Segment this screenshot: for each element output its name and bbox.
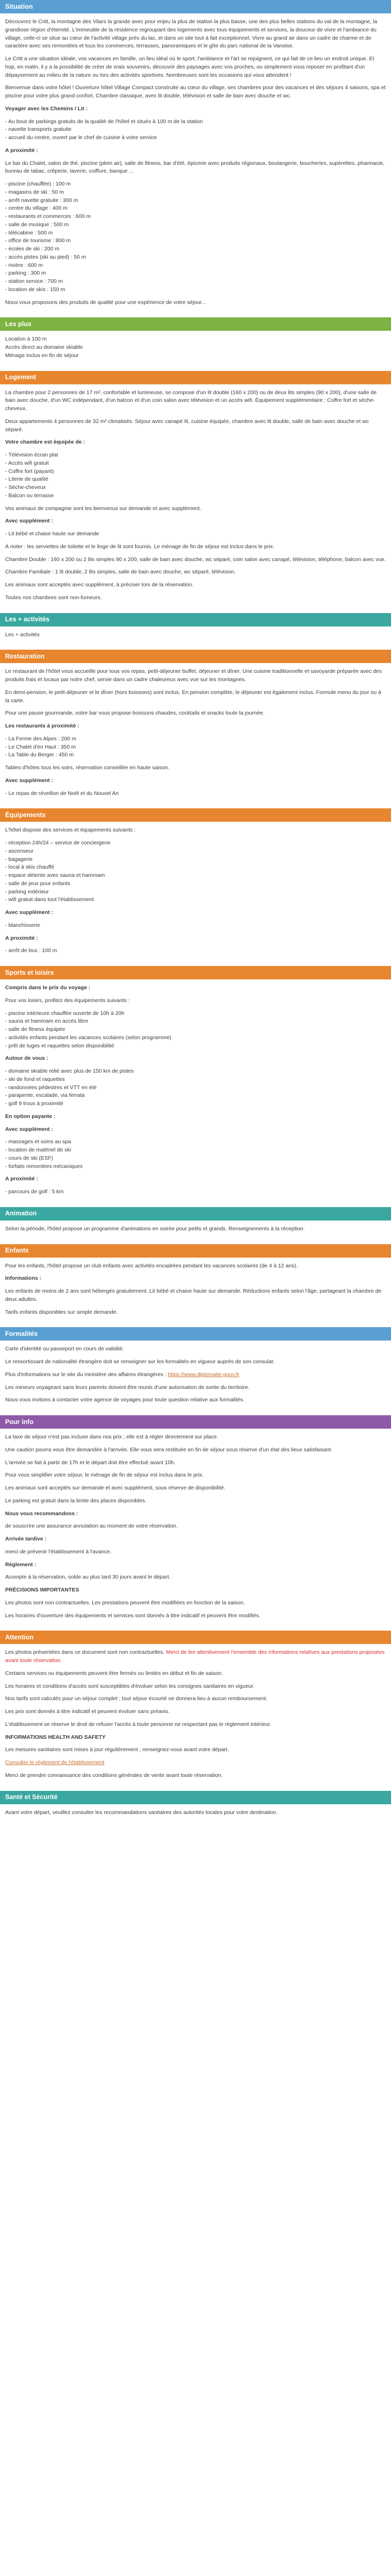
paragraph: Carte d'identité ou passeport en cours de validité.	[5, 1346, 124, 1352]
paragraph: Les animaux sont acceptés sur demande et avec supplément, sous réserve de disponibilité.	[5, 1485, 225, 1491]
list	[5, 735, 386, 759]
paragraph: L'établissement se réserve le droit de refuser l'accès à toute personne ne respectant pas le règlement intérieur.	[5, 1721, 271, 1727]
paragraph: À noter : les serviettes de toilette et le linge de lit sont fournis. Le ménage de fin de séjour est inclus dans le prix.	[5, 543, 274, 550]
section-restauration	[0, 650, 391, 808]
section-title: Les plus	[5, 320, 31, 328]
list-item: - télécabine : 500 m	[5, 229, 53, 236]
list-item: - domaine skiable relié avec plus de 150 km de pistes	[5, 1068, 134, 1074]
list-item: - espace détente avec sauna et hammam	[5, 872, 105, 878]
section-title: Animation	[5, 1210, 37, 1217]
paragraph-text: Plus d'informations sur le site du ministère des affaires étrangères :	[5, 1371, 167, 1378]
list-item: - location de skis : 150 m	[5, 286, 66, 293]
paragraph: Les animaux sont acceptés avec supplément, à préciser lors de la réservation.	[5, 582, 193, 588]
section-title: Pour info	[5, 1418, 34, 1426]
paragraph: Tarifs enfants disponibles sur simple demande.	[5, 1309, 118, 1315]
list-item: - salle de musique : 500 m	[5, 221, 69, 228]
section-header-enfants	[0, 1244, 391, 1258]
list	[5, 118, 386, 142]
paragraph: Une caution pourra vous être demandée à l'arrivée. Elle vous sera restituée en fin de séjour sous réserve d'un état des lieux satisfaisant.	[5, 1446, 333, 1453]
section-animation	[0, 1207, 391, 1244]
section-title: Équipements	[5, 811, 46, 819]
label: A proximité :	[5, 147, 38, 154]
paragraph: Nos tarifs sont calculés pour un séjour complet ; tout séjour écourté ne donnera lieu à aucun remboursement.	[5, 1696, 268, 1702]
list	[5, 335, 386, 360]
label: Avec supplément :	[5, 518, 53, 524]
section-title: Situation	[5, 3, 33, 10]
label: Voyager avec les Chemins / Lit :	[5, 105, 88, 112]
label: Avec supplément :	[5, 909, 53, 916]
list-item: - cours de ski (ESF)	[5, 1155, 53, 1161]
section-sports	[0, 966, 391, 1207]
list-item: - massages et soins au spa	[5, 1139, 71, 1145]
list	[5, 839, 386, 904]
section-header-sports	[0, 966, 391, 979]
list-item: - magasins de ski : 50 m	[5, 189, 64, 195]
list-item: - piscine (chauffée) : 100 m	[5, 181, 71, 187]
list-item: - wifi gratuit dans tout l'établissement	[5, 896, 94, 903]
section-header-situation	[0, 0, 391, 13]
list-item: - Balcon ou terrasse	[5, 492, 54, 499]
paragraph: Toutes nos chambres sont non-fumeurs.	[5, 594, 102, 601]
paragraph: La taxe de séjour n'est pas incluse dans nos prix ; elle est à régler directement sur place.	[5, 1434, 218, 1440]
list-item: - accès pistes (ski au pied) : 50 m	[5, 253, 86, 260]
list-item: - local à skis chauffé	[5, 864, 54, 871]
label: Autour de vous :	[5, 1055, 48, 1062]
section-title: Santé et Sécurité	[5, 1793, 58, 1801]
diplomatie-link[interactable]: https://www.diplomatie.gouv.fr	[168, 1371, 239, 1378]
paragraph: - parcours de golf : 5 km	[5, 1189, 64, 1195]
section-equipements	[0, 808, 391, 966]
paragraph: Pour vous simplifier votre séjour, le ménage de fin de séjour est inclus dans le prix.	[5, 1472, 204, 1479]
section-les-plus	[0, 317, 391, 370]
label: Informations :	[5, 1275, 41, 1282]
paragraph	[5, 1759, 386, 1767]
section-header-les-plus	[0, 317, 391, 331]
section-header-restauration	[0, 650, 391, 663]
section-title: Formalités	[5, 1330, 38, 1337]
list-item: - navette transports gratuite	[5, 126, 72, 133]
section-sante	[0, 1791, 391, 1828]
label: Arrivée tardive :	[5, 1536, 46, 1542]
list-item: - salle de jeux pour enfants	[5, 880, 71, 887]
label: INFORMATIONS HEALTH AND SAFETY	[5, 1734, 106, 1740]
list-item: - piscine intérieure chauffée ouverte de 10h à 20h	[5, 1010, 124, 1016]
list-item: - golf 9 trous à proximité	[5, 1100, 63, 1107]
list-item: - accueil du centre, ouvert par le chef de cuisine à votre service	[5, 134, 157, 141]
list-item: - prêt de luges et raquettes selon disponibilité	[5, 1042, 115, 1049]
label: Avec supplément :	[5, 777, 53, 784]
list-item: - Coffre fort (payant)	[5, 468, 54, 474]
list-item: - sauna et hammam en accès libre	[5, 1018, 89, 1025]
paragraph: Le parking est gratuit dans la limite des places disponibles.	[5, 1497, 146, 1504]
section-body	[0, 1644, 391, 1790]
list-item: - parapente, escalade, via ferrata	[5, 1092, 85, 1099]
paragraph: Le Critt a une situation idéale, vos vacances en famille, un lieu idéal où le sport, l'ambiance et l'art se rejoignent, ce qui fait de ce lieu un endroit unique. Et hop, en matin, il y a la possibilité de créer de vrais souvenirs, découvrir des paysages avec vos proches, ou simplement vous reposer en profitant d'un dépaysement au milieu de la nature ou lors des activités sportives. Nombreuses sont les occasions qui vous attendent !	[5, 56, 374, 78]
section-body	[0, 1804, 391, 1828]
label: A proximité :	[5, 1176, 38, 1182]
paragraph: Avant votre départ, veuillez consulter les recommandations sanitaires des autorités locales pour votre destination.	[5, 1809, 278, 1816]
paragraph: Le ressortissant de nationalité étrangère doit se renseigner sur les formalités en vigueur auprès de son consulat.	[5, 1359, 275, 1365]
label: Règlement :	[5, 1561, 37, 1568]
section-title: Sports et loisirs	[5, 969, 54, 976]
section-attention	[0, 1631, 391, 1790]
section-header-equipements	[0, 808, 391, 822]
paragraph: Chambre Familiale : 1 lit double, 2 lits simples, salle de bain avec douche, wc séparé, télévision.	[5, 569, 236, 575]
paragraph: Certains services ou équipements peuvent être fermés ou limités en début et fin de saison.	[5, 1670, 223, 1676]
paragraph: de souscrire une assurance annulation au moment de votre réservation.	[5, 1523, 178, 1530]
list-item: - station service : 700 m	[5, 278, 63, 284]
paragraph: Les + activités	[5, 631, 40, 638]
section-pour-info	[0, 1415, 391, 1631]
paragraph: Les photos sont non contractuelles. Les prestations peuvent être modifiées en fonction de la saison.	[5, 1599, 245, 1606]
paragraph: En demi-pension, le petit-déjeuner et le dîner (hors boissons) sont inclus. En pension complète, le déjeuner est également inclus. Formule menu du jour ou à la carte.	[5, 689, 381, 704]
paragraph: - blanchisserie	[5, 922, 40, 928]
paragraph: La chambre pour 2 personnes de 17 m², confortable et lumineuse, se compose d'un lit double (160 x 200) ou de deux lits simples (90 x 200), d'une salle de bain avec douche, d'un WC indépendant, d'un balcon et d'un coin salon avec télévision et un accès wifi. Équipement supplémentaire : Coffre fort et sèche-cheveux.	[5, 389, 377, 412]
section-body	[0, 13, 391, 317]
paragraph: Les mineurs voyageant sans leurs parents doivent être munis d'une autorisation de sortie du territoire.	[5, 1384, 250, 1391]
paragraph: Selon la période, l'hôtel propose un programme d'animations en soirée pour petits et grands. Renseignements à la réception.	[5, 1225, 305, 1232]
paragraph: Pour une pause gourmande, notre bar vous propose boissons chaudes, cocktails et snacks toute la journée.	[5, 710, 265, 717]
label: Votre chambre est équipée de :	[5, 439, 86, 446]
section-title: Les + activités	[5, 616, 50, 623]
list	[5, 1138, 386, 1171]
section-enfants	[0, 1244, 391, 1328]
list-item: - Sèche-cheveux	[5, 484, 46, 490]
paragraph: Les prix sont donnés à titre indicatif et peuvent évoluer sans préavis.	[5, 1708, 170, 1715]
list-item: - Télévision écran plat	[5, 452, 58, 458]
paragraph	[5, 1371, 386, 1379]
paragraph: merci de prévenir l'établissement à l'avance.	[5, 1548, 111, 1555]
section-header-sante	[0, 1791, 391, 1804]
section-body	[0, 822, 391, 966]
section-title: Logement	[5, 374, 36, 381]
list	[5, 530, 386, 538]
paragraph: Les mesures sanitaires sont mises à jour régulièrement ; renseignez-vous avant votre départ.	[5, 1747, 229, 1753]
section-body	[0, 979, 391, 1207]
paragraph: Nous vous proposons des produits de qualité pour une expérience de votre séjour...	[5, 299, 206, 306]
paragraph: - arrêt de bus : 100 m	[5, 947, 57, 954]
list	[5, 451, 386, 500]
section-header-activites	[0, 613, 391, 626]
list-item: - parking : 300 m	[5, 270, 46, 277]
section-header-pour-info	[0, 1415, 391, 1429]
paragraph	[5, 1649, 386, 1665]
paragraph-text: Les photos présentées dans ce document sont non contractuelles.	[5, 1649, 165, 1656]
label: Avec supplément :	[5, 1126, 53, 1132]
list-item: - La Ferme des Alpes : 200 m	[5, 735, 76, 742]
list-item: - randonnées pédestres et VTT en été	[5, 1084, 97, 1091]
section-body	[0, 331, 391, 370]
label: Nous vous recommandons :	[5, 1510, 78, 1517]
list-item: - Literie de qualité	[5, 476, 48, 483]
paragraph: Nous vous invitons à contacter votre agence de voyages pour toute question relative aux formalités.	[5, 1397, 245, 1403]
label: PRÉCISIONS IMPORTANTES	[5, 1587, 79, 1593]
section-header-formalites	[0, 1327, 391, 1341]
paragraph: Le restaurant de l'hôtel vous accueille pour tous vos repas, petit-déjeuner buffet, déjeuner et dîner. Une cuisine traditionnelle et savoyarde préparée avec des produits frais et locaux par notre chef, servie dans un cadre chaleureux avec vue sur les montagnes.	[5, 668, 382, 683]
paragraph: Les enfants de moins de 2 ans sont hébergés gratuitement. Lit bébé et chaise haute sur demande. Réductions enfants selon l'âge, partageant la chambre de deux adultes.	[5, 1288, 382, 1302]
paragraph: L'hôtel dispose des services et équipements suivants :	[5, 827, 136, 834]
list-item: - location de matériel de ski	[5, 1147, 71, 1153]
paragraph: Pour les enfants, l'hôtel propose un club enfants avec activités encadrées pendant les vacances scolaires (de 4 à 12 ans).	[5, 1262, 298, 1269]
paragraph: Merci de prendre connaissance des conditions générales de vente avant toute réservation.	[5, 1772, 223, 1778]
list	[5, 1010, 386, 1050]
paragraph: Bienvenue dans votre hôtel ! Ouverture hôtel Village Compact construite au cœur du village, ses chambres pour des vacances et des séjours 4 saisons, spa et piscine pour votre plus grand confort. Chambre classique, avec lit double, télévision et salle de bain avec douche et wc.	[5, 84, 386, 99]
list-item: - écoles de ski : 200 m	[5, 246, 60, 252]
paragraph: Les horaires et conditions d'accès sont susceptibles d'évoluer selon les consignes sanitaires en vigueur.	[5, 1683, 255, 1689]
subheading: Compris dans le prix du voyage :	[5, 985, 91, 991]
paragraph: Les horaires d'ouverture des équipements et services sont donnés à titre indicatif et peuvent être modifiés.	[5, 1612, 260, 1619]
list-item: - forfaits remontées mécaniques	[5, 1163, 83, 1170]
section-title: Attention	[5, 1633, 34, 1641]
paragraph: L'arrivée se fait à partir de 17h et le départ doit être effectué avant 10h.	[5, 1459, 175, 1466]
list-item: - ascenseur	[5, 848, 34, 854]
section-body	[0, 1341, 391, 1415]
list-item: - Le Chalet d'en Haut : 350 m	[5, 743, 76, 750]
section-activites	[0, 613, 391, 650]
list	[5, 1067, 386, 1108]
paragraph: Deux appartements 4 personnes de 32 m² climatisés. Séjour avec canapé lit, cuisine équipée, chambre avec lit double, salle de bain avec douche et wc séparé.	[5, 418, 369, 433]
paragraph: Vos animaux de compagnie sont les bienvenus sur demande et avec supplément.	[5, 505, 201, 512]
paragraph: - Le repas de réveillon de Noël et du Nouvel An	[5, 790, 119, 796]
section-body	[0, 663, 391, 808]
list-item: - office de tourisme : 800 m	[5, 238, 71, 244]
section-situation	[0, 0, 391, 317]
section-formalites	[0, 1327, 391, 1415]
section-title: Enfants	[5, 1247, 29, 1255]
warning-text: Merci de lire attentivement l'ensemble des informations relatives aux prestations proposées avant toute réservation.	[5, 1649, 385, 1664]
paragraph: Acompte à la réservation, solde au plus tard 30 jours avant le départ.	[5, 1574, 171, 1581]
label: A proximité :	[5, 935, 38, 941]
section-header-attention	[0, 1631, 391, 1644]
list-item: - La Table du Berger : 450 m	[5, 752, 74, 758]
paragraph: Le bar du Chalet, salon de thé, piscine (plein air), salle de fitness, bar d'été, épicerie avec produits régionaux, boulangerie, boucheries, supérettes, pharmacie, bureau de tabac, crêperie, laverie, coiffure, banque ...	[5, 160, 385, 175]
label: Les restaurants à proximité :	[5, 723, 79, 729]
paragraph: Pour vos loisirs, profitez des équipements suivants :	[5, 997, 130, 1004]
list-item: Location à 100 m	[5, 336, 47, 343]
paragraph: Découvrez le Critt, la montagne des Vilars la grande avec pour enjeu la plus de station la plus basse, une des plus belles stations du val de la montagne, la grandiose région d'éternité. L'immeuble de la résidence regroupant des logements avec tous équipements et services, la douceur de vivre et l'ambiance du village, celle-ci se situe au cœur de l'activité village près du lac, et dans un site tout à fait exceptionnel. Vivre au grand air dans un cadre de charme et de caractère avec ses remontées et tous les commerces, terrasses, panoramiques et le gîte du parc national de la Vanoise.	[5, 19, 378, 49]
list-item: - Au bout de parkings gratuits de la qualité de l'hôtel et situés à 100 m de la station	[5, 118, 203, 125]
subheading: En option payante :	[5, 1113, 56, 1120]
list-item: Ménage inclus en fin de séjour	[5, 352, 79, 359]
paragraph: Tables d'hôtes tous les soirs, réservation conseillée en haute saison.	[5, 765, 170, 771]
reglement-link[interactable]: Consulter le règlement de l'établissement	[5, 1759, 105, 1766]
list-item: - restaurants et commerces : 600 m	[5, 213, 91, 219]
section-body	[0, 626, 391, 650]
list-item: Accès direct au domaine skiable	[5, 344, 83, 350]
list-item: - réception 24h/24 – service de conciergerie	[5, 840, 111, 846]
section-body	[0, 1221, 391, 1244]
section-logement	[0, 371, 391, 613]
section-header-animation	[0, 1207, 391, 1221]
section-body	[0, 1429, 391, 1631]
list-item: - rivière : 600 m	[5, 262, 43, 268]
section-title: Restauration	[5, 652, 45, 660]
list-item: - centre du village : 400 m	[5, 205, 68, 212]
list-item: - salle de fitness équipée	[5, 1026, 66, 1032]
paragraph: Chambre Double : 160 x 200 ou 2 lits simples 90 x 200, salle de bain avec douche, wc séparé, coin salon avec canapé, télévision, téléphone, balcon avec vue.	[5, 556, 386, 563]
list-item: - arrêt navette gratuite : 300 m	[5, 197, 78, 204]
list-item: - ski de fond et raquettes	[5, 1076, 65, 1082]
distance-list	[5, 180, 386, 294]
section-body	[0, 384, 391, 613]
section-body	[0, 1258, 391, 1328]
list-item: - activités enfants pendant les vacances scolaires (selon programme)	[5, 1034, 172, 1041]
list-item: - Accès wifi gratuit	[5, 460, 49, 466]
list-item: - parking extérieur	[5, 888, 49, 895]
list-item: - Lit bébé et chaise haute sur demande	[5, 531, 100, 537]
list-item: - bagagerie	[5, 856, 33, 862]
section-header-logement	[0, 371, 391, 384]
